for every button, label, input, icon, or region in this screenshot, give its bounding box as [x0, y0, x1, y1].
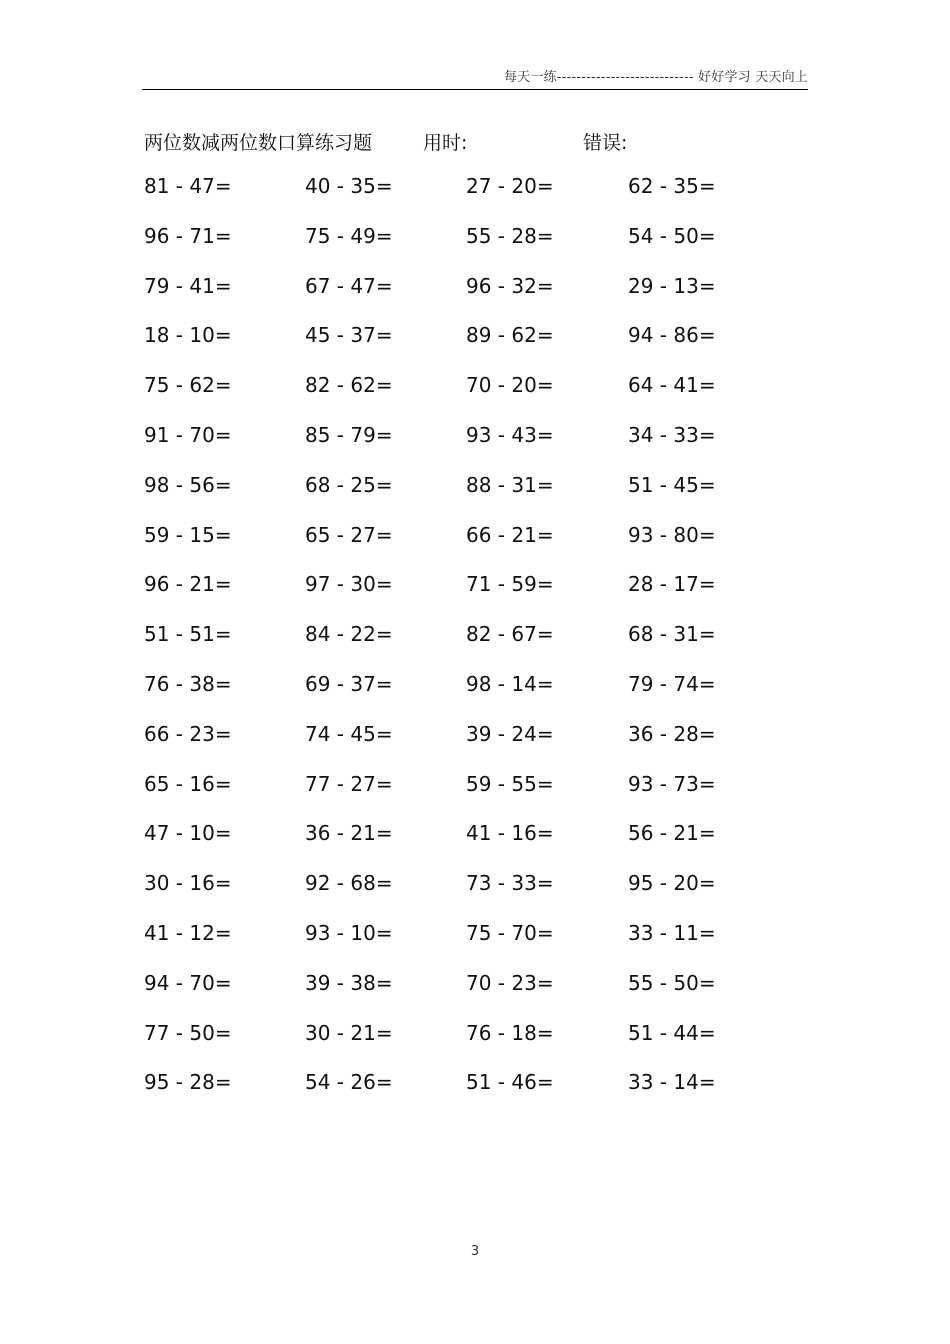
- problem: 98 - 14=: [466, 671, 554, 696]
- problem-row: [144, 323, 804, 373]
- problem-row: [144, 174, 804, 224]
- problem-row: [144, 622, 804, 672]
- problem: 77 - 50=: [144, 1020, 232, 1045]
- problem: 66 - 23=: [144, 721, 232, 746]
- problem: 76 - 38=: [144, 671, 232, 696]
- problem-row: [144, 423, 804, 473]
- problem: 95 - 28=: [144, 1070, 232, 1095]
- problem-row: [144, 871, 804, 921]
- problem: 33 - 11=: [628, 920, 716, 945]
- problem-grid: [144, 174, 804, 1120]
- problem: 93 - 43=: [466, 422, 554, 447]
- worksheet-title: 两位数减两位数口算练习题: [144, 132, 373, 154]
- problem: 85 - 79=: [305, 422, 393, 447]
- problem: 28 - 17=: [628, 572, 716, 597]
- problem: 82 - 62=: [305, 373, 393, 398]
- problem: 93 - 80=: [628, 522, 716, 547]
- problem: 96 - 71=: [144, 223, 232, 248]
- problem-row: [144, 523, 804, 573]
- problem: 36 - 28=: [628, 721, 716, 746]
- problem: 73 - 33=: [466, 871, 554, 896]
- header-text: 每天一练---------------------------- 好好学习 天天向上: [503, 70, 808, 85]
- problem: 40 - 35=: [305, 174, 393, 198]
- problem: 69 - 37=: [305, 671, 393, 696]
- problem: 93 - 73=: [628, 771, 716, 796]
- problem: 76 - 18=: [466, 1020, 554, 1045]
- problem: 51 - 51=: [144, 622, 232, 647]
- problem-row: [144, 672, 804, 722]
- problem: 98 - 56=: [144, 472, 232, 497]
- problem-row: [144, 921, 804, 971]
- problem: 62 - 35=: [628, 174, 716, 198]
- problem: 59 - 55=: [466, 771, 554, 796]
- problem: 94 - 70=: [144, 970, 232, 995]
- problem: 51 - 44=: [628, 1020, 716, 1045]
- problem: 30 - 21=: [305, 1020, 393, 1045]
- time-label: 用时:: [423, 132, 468, 154]
- problem: 51 - 46=: [466, 1070, 554, 1095]
- problem: 75 - 70=: [466, 920, 554, 945]
- problem: 18 - 10=: [144, 323, 232, 348]
- problem: 39 - 38=: [305, 970, 393, 995]
- problem-row: [144, 473, 804, 523]
- problem-row: [144, 1021, 804, 1071]
- problem-row: [144, 821, 804, 871]
- problem: 88 - 31=: [466, 472, 554, 497]
- problem-row: [144, 224, 804, 274]
- problem: 36 - 21=: [305, 821, 393, 846]
- problem: 66 - 21=: [466, 522, 554, 547]
- problem-row: [144, 373, 804, 423]
- problem-row: [144, 772, 804, 822]
- problem: 84 - 22=: [305, 622, 393, 647]
- problem-row: [144, 971, 804, 1021]
- problem-row: [144, 274, 804, 324]
- problem: 41 - 12=: [144, 920, 232, 945]
- problem: 70 - 20=: [466, 373, 554, 398]
- problem: 94 - 86=: [628, 323, 716, 348]
- problem: 39 - 24=: [466, 721, 554, 746]
- problem: 59 - 15=: [144, 522, 232, 547]
- title-row: [144, 128, 764, 158]
- problem: 91 - 70=: [144, 422, 232, 447]
- problem: 68 - 25=: [305, 472, 393, 497]
- problem: 51 - 45=: [628, 472, 716, 497]
- problem: 75 - 49=: [305, 223, 393, 248]
- problem: 41 - 16=: [466, 821, 554, 846]
- problem: 33 - 14=: [628, 1070, 716, 1095]
- problem: 95 - 20=: [628, 871, 716, 896]
- problem: 93 - 10=: [305, 920, 393, 945]
- problem: 45 - 37=: [305, 323, 393, 348]
- problem: 55 - 50=: [628, 970, 716, 995]
- problem: 65 - 27=: [305, 522, 393, 547]
- problem: 65 - 16=: [144, 771, 232, 796]
- page-header: [142, 64, 808, 88]
- problem: 79 - 74=: [628, 671, 716, 696]
- problem: 89 - 62=: [466, 323, 554, 348]
- problem: 54 - 50=: [628, 223, 716, 248]
- errors-label: 错误:: [583, 132, 628, 154]
- problem: 27 - 20=: [466, 174, 554, 198]
- problem-row: [144, 1070, 804, 1120]
- problem: 75 - 62=: [144, 373, 232, 398]
- header-divider: [142, 89, 808, 90]
- problem: 29 - 13=: [628, 273, 716, 298]
- problem: 97 - 30=: [305, 572, 393, 597]
- problem: 54 - 26=: [305, 1070, 393, 1095]
- problem: 30 - 16=: [144, 871, 232, 896]
- problem: 74 - 45=: [305, 721, 393, 746]
- problem: 96 - 32=: [466, 273, 554, 298]
- problem: 34 - 33=: [628, 422, 716, 447]
- problem: 77 - 27=: [305, 771, 393, 796]
- problem: 71 - 59=: [466, 572, 554, 597]
- problem: 81 - 47=: [144, 174, 232, 198]
- problem: 56 - 21=: [628, 821, 716, 846]
- problem: 70 - 23=: [466, 970, 554, 995]
- problem: 82 - 67=: [466, 622, 554, 647]
- problem-row: [144, 722, 804, 772]
- problem: 68 - 31=: [628, 622, 716, 647]
- problem: 67 - 47=: [305, 273, 393, 298]
- problem: 55 - 28=: [466, 223, 554, 248]
- problem: 64 - 41=: [628, 373, 716, 398]
- problem: 96 - 21=: [144, 572, 232, 597]
- page-number: 3: [470, 1244, 480, 1259]
- problem-row: [144, 572, 804, 622]
- problem: 47 - 10=: [144, 821, 232, 846]
- problem: 79 - 41=: [144, 273, 232, 298]
- problem: 92 - 68=: [305, 871, 393, 896]
